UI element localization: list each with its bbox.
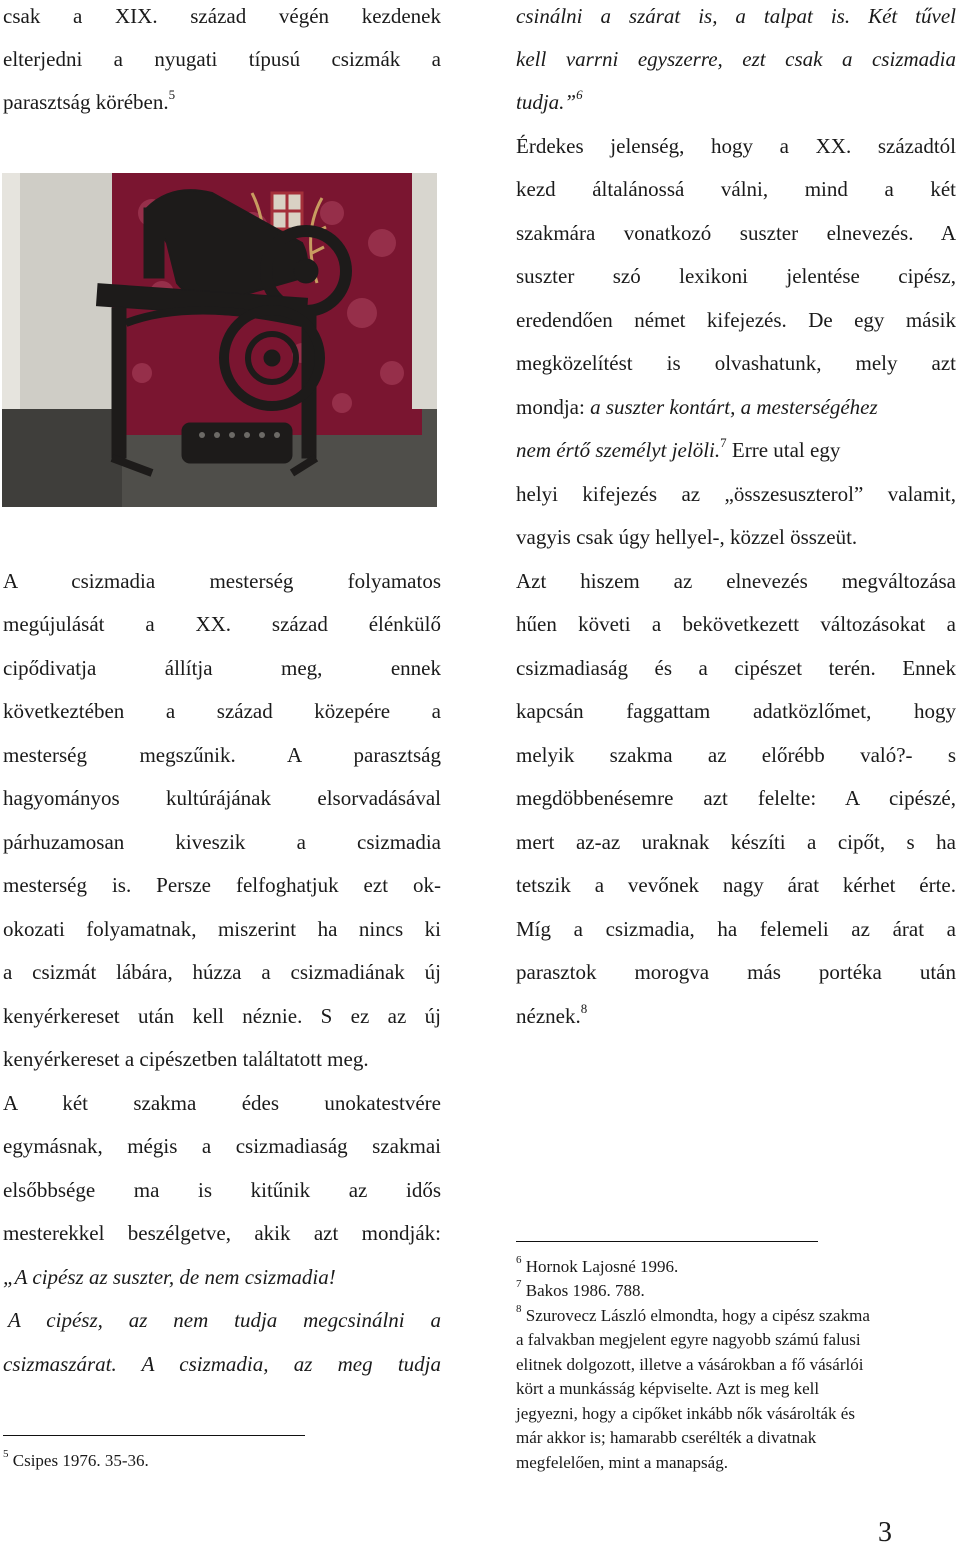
text-line [516,436,956,464]
footnote-line: a falvakban megjelent egyre nagyobb számú falusi [516,1330,861,1349]
footnote-line: kört a munkásság képviselte. Azt is meg kell [516,1379,820,1398]
text-line: megdöbbenésemre azt felelte: A cipészé, [516,786,956,810]
footnote [516,1280,645,1302]
text-line: parasztok morogva más portéka után [516,960,956,984]
text-line: kapcsán faggattam adatközlőmet, hogy [516,699,956,723]
text-line: Míg a csizmadia, ha felemeli az árat a [516,917,956,941]
text-line: okozati folyamatnak, miszerint ha nincs ki [3,917,441,941]
text-line: szakmára vonatkozó suszter elnevezés. A [516,221,956,245]
footnote-line: jegyezni, hogy a cipőket inkább nők vásárolták és [516,1404,855,1423]
text-line: mesterekkel beszélgetve, akik azt mondják: [3,1221,441,1245]
text-line: elsőbbsége ma is kitűnik az idős [3,1178,441,1202]
text-line: mesterség is. Persze felfoghatjuk ezt ok- [3,873,441,897]
footnote-text: Bakos 1986. 788. [525,1281,645,1300]
text-span: tudja.” [516,90,577,114]
footnote-text: Hornok Lajosné 1996. [525,1257,679,1276]
footnote-ref: 5 [168,87,176,102]
text-line: csizmadiaság és a cipészet terén. Ennek [516,656,956,680]
text-line: A csizmadia mesterség folyamatos [3,569,441,593]
quote-line [516,88,583,116]
footnote-rule [3,1435,305,1436]
footnote-rule [516,1241,818,1242]
footnote-text: Szurovecz László elmondta, hogy a cipész szakma [525,1306,870,1325]
text-line: mesterség megszűnik. A parasztság [3,743,441,767]
footnote-line: már akkor is; hamarabb cserélték a divatnak [516,1428,817,1447]
text-line: megújulását a XX. század élénkülő [3,612,441,636]
text-line: elterjedni a nyugati típusú csizmák a [3,47,441,71]
footnote-num: 5 [3,1448,9,1461]
footnote-num: 8 [516,1303,522,1316]
text-line [516,393,956,421]
text-line: a csizmát lábára, húzza a csizmadiának új [3,960,441,984]
text-line: helyi kifejezés az „összesuszterol” valamit, [516,482,956,506]
page-number: 3 [878,1517,892,1548]
text-span: Erre utal egy [726,438,841,462]
text-line: Azt hiszem az elnevezés megváltozása [516,569,956,593]
text-line: A két szakma édes unokatestvére [3,1091,441,1115]
text-line: párhuzamosan kiveszik a csizmadia [3,830,441,854]
quote-span: nem értő személyt jelöli. [516,438,721,462]
text-line: hűen követi a bekövetkezett változásokat a [516,612,956,636]
footnote-text: Csipes 1976. 35-36. [12,1451,149,1470]
text-line: kezd általánossá válni, mind a két [516,177,956,201]
quote-line: „A cipész az suszter, de nem csizmadia! [3,1265,336,1289]
text-line: mert az-az uraknak készíti a cipőt, s ha [516,830,956,854]
text-line [3,88,175,116]
text-line: melyik szakma az előrébb való?- s [516,743,956,767]
footnote [3,1450,149,1472]
footnote-ref: 8 [580,1001,588,1016]
text-line: kenyérkereset után kell néznie. S ez az új [3,1004,441,1028]
footnote [516,1305,870,1327]
quote-line: csinálni a szárat is, a talpat is. Két tűvel [516,4,956,28]
sewing-machine-photo [2,173,437,507]
text-line: hagyományos kultúrájának elsorvadásával [3,786,441,810]
footnote-ref: 7 [720,435,727,450]
quote-line: A cipész, az nem tudja megcsinálni a [8,1308,441,1332]
text-line: cipődivatja állítja meg, ennek [3,656,441,680]
text-line: csak a XIX. század végén kezdenek [3,4,441,28]
text-span: parasztság körében. [3,90,169,114]
text-line [516,1002,587,1030]
text-line: megközelítést is olvashatunk, mely azt [516,351,956,375]
quote-line: csizmaszárat. A csizmadia, az meg tudja [3,1352,441,1376]
text-line: vagyis csak úgy hellyel-, közzel összeüt. [516,525,858,549]
text-span: mondja: [516,395,591,419]
footnote-line: elitnek dolgozott, illetve a vásárokban a fő vásárlói [516,1355,864,1374]
text-line: eredendően német kifejezés. De egy másik [516,308,956,332]
text-line: egymásnak, mégis a csizmadiaság szakmai [3,1134,441,1158]
footnote-line: megfelelően, mint a manapság. [516,1453,728,1472]
footnote-ref: 6 [576,87,583,102]
text-line: tetszik a vevőnek nagy árat kérhet érte. [516,873,956,897]
text-span: néznek. [516,1004,581,1028]
text-line: Érdekes jelenség, hogy a XX. századtól [516,134,956,158]
text-line: suszter szó lexikoni jelentése cipész, [516,264,956,288]
quote-span: a suszter kontárt, a mesterségéhez [590,395,878,419]
footnote-num: 7 [516,1278,522,1291]
text-line: kenyérkereset a cipészetben találtatott meg. [3,1047,369,1071]
photo-illustration [2,173,437,507]
footnote-num: 6 [516,1254,522,1267]
footnote [516,1256,678,1278]
text-line: következtében a század közepére a [3,699,441,723]
quote-line: kell varrni egyszerre, ezt csak a csizmadia [516,47,956,71]
